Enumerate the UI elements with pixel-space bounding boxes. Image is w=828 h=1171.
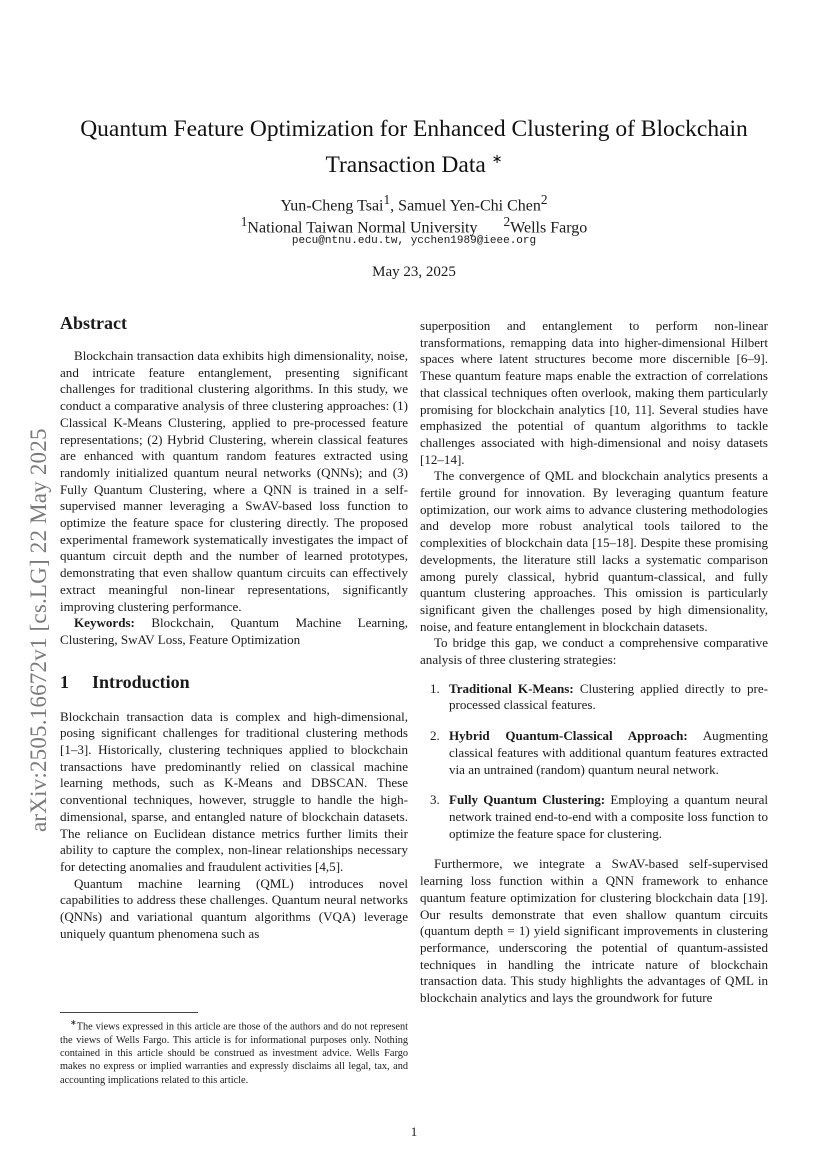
- left-column: [60, 312, 408, 943]
- author-list: Yun-Cheng Tsai$^1$, Samuel Yen-Chi Chen$^2$: [280, 192, 548, 215]
- abstract-text: Blockchain transaction data exhibits high dimensionality, noise, and intricate feature entanglement, presenting significant challenges for traditional clustering algorithms. In this study, we conduct a comparative analysis of three clustering approaches: (1) Classical K-Means Clustering, applied to pre-processed feature representations; (2) Hybrid Clustering, wherein classical features are enhanced with quantum random features extracted using randomly initialized quantum neural networks (QNNs); and (3) Fully Quantum Clustering, where a QNN is trained in a self-supervised manner leveraging a SwAV-based loss function to optimize the feature space for clustering directly. The proposed experimental framework systematically investigates the impact of quantum circuit depth and the number of learned prototypes, demonstrating that even shallow quantum circuits can effectively extract meaningful non-linear representations, significantly improving clustering performance.: [60, 348, 408, 614]
- footnote-text: The views expressed in this article are those of the authors and do not represent the views of Wells Fargo. This article is for informational purposes only. Nothing contained in this article should be construed as investment advice. Wells Fargo makes no express or implied warranties and expressly disclaims all legal, tax, and accounting implications related to this article.: [60, 1021, 408, 1086]
- author-affiliation-mark: 1: [383, 192, 391, 207]
- footnote-mark: ∗: [70, 1018, 77, 1027]
- intro-paragraph-5: To bridge this gap, we conduct a comprehensive comparative analysis of three clustering strategies:: [420, 635, 768, 668]
- keywords: [60, 615, 408, 648]
- author-emails: pecu@ntnu.edu.tw, ycchen1989@ieee.org: [291, 235, 537, 247]
- author-name: Yun-Cheng Tsai: [280, 197, 384, 215]
- footnote: [60, 1016, 408, 1087]
- keywords-label: Keywords:: [74, 615, 135, 631]
- list-item: [420, 728, 768, 778]
- intro-paragraph-4: The convergence of QML and blockchain analytics presents a fertile ground for innovation. By leveraging quantum feature optimization, our work aims to advance clustering methodologies and develop more robust analytical tools tailored to the complexities of blockchain data [15–18]. Despite these promising developments, the literature still lacks a systematic comparison among purely classical, hybrid quantum-classical, and fully quantum clustering approaches. This omission is particularly significant given the challenges posed by high dimensionality, noise, and feature entanglement in blockchain datasets.: [420, 468, 768, 634]
- title-line-1: Quantum Feature Optimization for Enhanced Clustering of Blockchain: [80, 116, 748, 142]
- intro-paragraph-3: superposition and entanglement to perform non-linear transformations, remapping data into higher-dimensional Hilbert spaces where latent structures become more discernible [6–9]. These quantum feature maps enable the extraction of correlations that classical techniques often overlook, making them particularly promising for blockchain analytics [10, 11]. Several studies have emphasized the potential of quantum algorithms to tackle challenges associated with high-dimensional and noisy datasets [12–14].: [420, 318, 768, 467]
- list-item-text: Augmenting classical features with additional quantum features extracted via an untrained (random) quantum neural network.: [449, 728, 768, 777]
- abstract-heading: Abstract: [60, 313, 127, 333]
- arxiv-identifier: arXiv:2505.16672v1 [cs.LG] 22 May 2025: [26, 428, 51, 832]
- list-item: [420, 792, 768, 842]
- section-title: Introduction: [92, 671, 190, 692]
- author-name: Samuel Yen-Chi Chen: [398, 197, 541, 215]
- section-number: 1: [60, 671, 69, 692]
- affiliation: National Taiwan Normal University: [247, 219, 478, 237]
- intro-paragraph-1: Blockchain transaction data is complex and high-dimensional, posing significant challenges for traditional clustering methods [1–3]. Historically, clustering techniques applied to blockchain transactions have predominantly relied on classical machine learning methods, such as K-Means and DBSCAN. These conventional techniques, however, struggle to handle the high-dimensional, sparse, and entangled nature of blockchain datasets. The reliance on Euclidean distance metrics further limits their ability to capture the complex, non-linear relationships necessary for detecting anomalies and fraudulent activities [4,5].: [60, 708, 408, 874]
- list-item-title: Traditional K-Means:: [449, 680, 574, 696]
- page-number: 1: [410, 1124, 418, 1139]
- publication-date: May 23, 2025: [372, 264, 456, 280]
- keywords-text: Blockchain, Quantum Machine Learning, Clustering, SwAV Loss, Feature Optimization: [60, 615, 408, 647]
- affiliation: Wells Fargo: [510, 219, 588, 237]
- list-number: 2.: [430, 728, 440, 744]
- list-number: 3.: [430, 792, 440, 808]
- list-item-title: Hybrid Quantum-Classical Approach:: [449, 728, 688, 744]
- list-number: 1.: [430, 680, 440, 696]
- footnote-divider: [60, 1012, 198, 1013]
- section-heading-introduction: [60, 671, 408, 693]
- paper-title: [60, 114, 768, 180]
- title-footnote-mark: ∗: [491, 151, 503, 166]
- strategy-list: [420, 681, 768, 843]
- author-affiliation-mark: 2: [540, 192, 548, 207]
- affiliation-mark: 1: [240, 214, 248, 229]
- list-item-title: Fully Quantum Clustering:: [449, 792, 606, 808]
- affiliation-mark: 2: [503, 214, 511, 229]
- intro-paragraph-2: Quantum machine learning (QML) introduces novel capabilities to address these challenges. Quantum neural networks (QNNs) and variational quantum algorithms (VQA) leverage uniquely quantum phenomena such as: [60, 875, 408, 941]
- right-column: [420, 318, 768, 1007]
- list-item: [420, 681, 768, 714]
- list-item-text: Clustering applied directly to pre-processed classical features.: [449, 680, 768, 713]
- title-line-2: Transaction Data: [325, 151, 486, 178]
- intro-paragraph-6: Furthermore, we integrate a SwAV-based self-supervised learning loss function within a QNN framework to enhance quantum feature optimization for clustering blockchain data [19]. Our results demonstrate that even shallow quantum circuits (quantum depth = 1) yield significant improvements in clustering performance, underscoring the potential of quantum-assisted techniques in handling the intricate nature of blockchain transaction data. This study highlights the advantages of QML in blockchain analytics and lays the groundwork for future: [420, 856, 768, 1006]
- list-item-text: Employing a quantum neural network trained end-to-end with a composite loss function to optimize the feature space for clustering.: [449, 792, 768, 841]
